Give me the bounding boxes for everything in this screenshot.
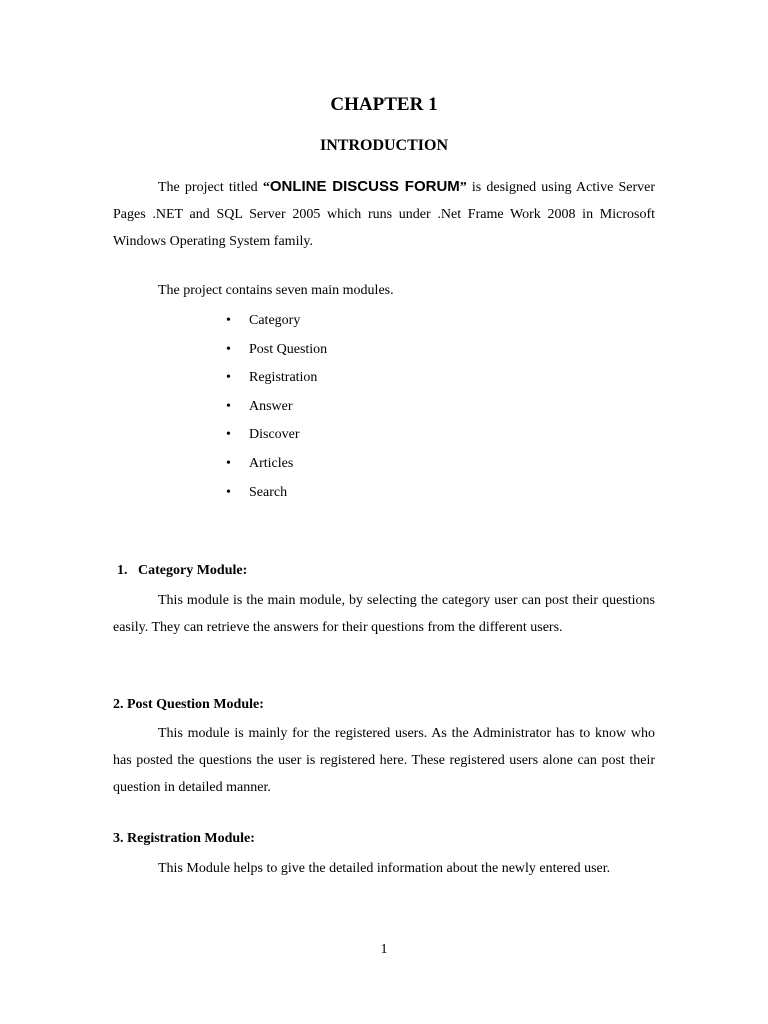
bullet-icon: • <box>226 484 231 500</box>
post-question-module-text: This module is mainly for the registered users. As the Administrator has to know who has posted the questions the user is registered here. These registered users alone can post their question in detailed manner. <box>113 726 655 795</box>
list-item-label: Post Question <box>249 341 328 357</box>
registration-module-heading: 3. Registration Module: <box>113 831 255 846</box>
modules-intro: The project contains seven main modules. <box>158 283 394 298</box>
post-question-module-body <box>113 720 655 801</box>
intro-text-after: is designed using Active Server Pages .NET and SQL Server 2005 which runs under .Net Frame Work 2008 in Microsoft Windows Operating System family. <box>113 180 655 249</box>
list-item <box>226 364 327 393</box>
bullet-icon: • <box>226 455 231 471</box>
intro-text-before: The project titled <box>158 180 263 195</box>
project-title: ONLINE DISCUSS FORUM <box>269 178 460 195</box>
bullet-icon: • <box>226 398 231 414</box>
list-item <box>226 450 327 479</box>
category-module-text: This module is the main module, by selecting the category user can post their questions easily. They can retrieve the answers for their questions from the different users. <box>113 593 655 635</box>
intro-paragraph <box>113 173 655 255</box>
list-item <box>226 421 327 450</box>
list-item-label: Discover <box>249 427 300 443</box>
bullet-icon: • <box>226 313 231 328</box>
registration-module-text: This Module helps to give the detailed information about the newly entered user. <box>158 861 611 876</box>
page-number: 1 <box>380 942 388 957</box>
list-item-label: Answer <box>249 398 293 414</box>
bullet-icon: • <box>226 370 231 386</box>
list-item-label: Articles <box>249 455 294 471</box>
list-item <box>226 393 327 422</box>
post-question-module-heading: 2. Post Question Module: <box>113 697 264 712</box>
list-item <box>226 479 327 508</box>
category-module-heading: 1. Category Module: <box>117 563 248 578</box>
list-item-label: Category <box>249 313 301 328</box>
section-title: INTRODUCTION <box>319 137 448 154</box>
close-quote: ” <box>459 180 467 195</box>
registration-module-body <box>113 855 655 882</box>
chapter-title: CHAPTER 1 <box>330 94 438 115</box>
list-item-label: Search <box>249 484 288 500</box>
list-item <box>226 307 327 336</box>
bullet-icon: • <box>226 341 231 357</box>
list-item <box>226 336 327 365</box>
list-item-label: Registration <box>249 370 318 386</box>
category-module-body <box>113 587 655 641</box>
open-quote: “ <box>262 180 270 195</box>
module-list <box>226 307 327 507</box>
bullet-icon: • <box>226 427 231 443</box>
